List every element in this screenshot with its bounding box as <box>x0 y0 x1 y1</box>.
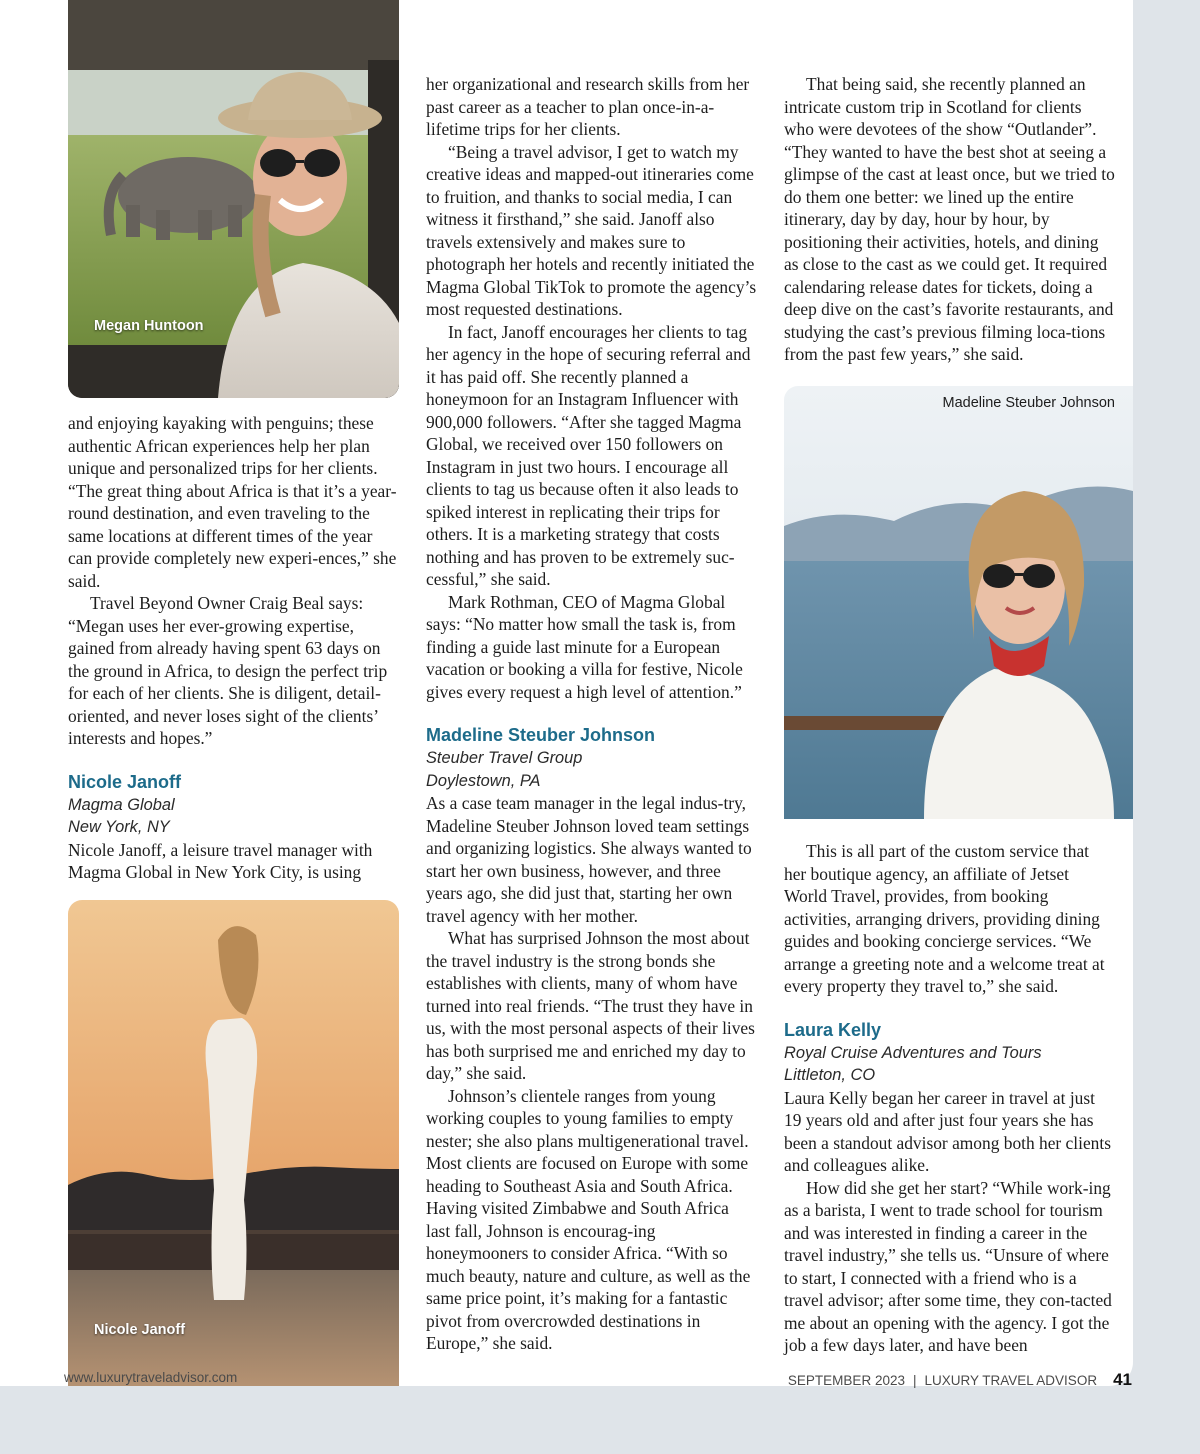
body-paragraph: and enjoying kayaking with penguins; these authentic African experiences help her plan unique and personalized trips for her clients. “The great thing about Africa is that it’s a year-round destination, and even traveling to the same locations at different times of the year can provide completely new experi-ences,” she said. <box>68 413 397 591</box>
photo-nicole-janoff <box>68 900 399 1386</box>
body-paragraph: How did she get her start? “While work-ing as a barista, I went to trade school for tourism and was interested in finding a career in the travel industry,” she tells us. “Unsure of where to start, I connected with a friend who is a travel advisor; after some time, they con-tacted me about an opening with the agency. I got the job a few days later, and have been <box>784 1177 1112 1355</box>
body-paragraph: What has surprised Johnson the most about the travel industry is the strong bonds she establishes with clients, many of whom have turned into real friends. “The trust they have in us, with the most personal aspects of their lives has both surprised me and enriched my day to day,” she said. <box>426 928 755 1083</box>
body-paragraph: This is all part of the custom service that her boutique agency, an affiliate of Jetset World Travel, provides, from booking activities, arranging drivers, providing dining guides and booking concierge services. “We arrange a greeting note and a welcome treat at every property they travel to,” she said. <box>784 841 1105 996</box>
sunset-photo-illustration <box>68 900 399 1386</box>
body-paragraph: Nicole Janoff, a leisure travel manager with Magma Global in New York City, is using <box>68 839 373 882</box>
footer-folio <box>788 1370 1132 1390</box>
safari-photo-illustration <box>68 0 399 398</box>
photo-megan-huntoon <box>68 0 399 398</box>
advisor-name: Nicole Janoff <box>68 771 182 792</box>
photo-caption: Nicole Janoff <box>94 1322 186 1338</box>
advisor-location: Littleton, CO <box>784 1066 876 1084</box>
body-paragraph: In fact, Janoff encourages her clients to tag her agency in the hope of securing referral and it has paid off. She recently planned a honeymoon for an Instagram Influencer with 900,000 followers. “After she tagged Magma Global, we received over 150 followers on Instagram in just two hours. I encourage all clients to tag us because often it also leads to spiked interest in replicating their trips for others. It is a marketing strategy that costs nothing and has proven to be extremely suc-cessful,” she said. <box>426 321 751 589</box>
body-paragraph: Laura Kelly began her career in travel at just 19 years old and after just four years she has been a standout advisor among both her clients and colleagues alike. <box>784 1087 1111 1175</box>
page-number: 41 <box>1113 1370 1132 1389</box>
body-paragraph: As a case team manager in the legal indus-try, Madeline Steuber Johnson loved team settings and organizing logistics. She always wanted to start her own business, however, and three years ago, she did just that, starting her own travel agency with her mother. <box>426 793 752 926</box>
advisor-location: New York, NY <box>68 818 170 836</box>
advisor-location: Doylestown, PA <box>426 771 541 790</box>
body-paragraph: “Being a travel advisor, I get to watch my creative ideas and mapped-out itineraries come to fruition, and thanks to social media, I can witness it firsthand,” she said. Janoff also travels extensively and makes sure to photograph her hotels and recently initiated the Magma Global TikTok to promote the agency’s most requested destinations. <box>426 141 757 319</box>
column-2 <box>426 73 757 1355</box>
photo-caption: Megan Huntoon <box>94 318 204 334</box>
lake-photo-illustration <box>784 386 1133 819</box>
footer-url[interactable]: www.luxurytraveladvisor.com <box>64 1370 238 1385</box>
folio-separator: | <box>912 1373 917 1388</box>
body-paragraph: her organizational and research skills from her past career as a teacher to plan once-in-a-lifetime trips for her clients. <box>426 74 750 139</box>
advisor-name: Madeline Steuber Johnson <box>426 725 656 745</box>
body-paragraph: Johnson’s clientele ranges from young working couples to young families to empty nester; she also plans multigenerational travel. Most clients are focused on Europe with some heading to Southeast Asia and South Africa. Having visited Zimbabwe and South Africa last fall, Johnson is encourag-ing honeymooners to consider Africa. “With so much beauty, nature and culture, as well as the same price point, it’s making for a fantastic pivot from overcrowded destinations in Europe,” she said. <box>426 1085 751 1353</box>
photo-caption: Madeline Steuber Johnson <box>942 395 1115 411</box>
advisor-name: Laura Kelly <box>784 1019 882 1040</box>
body-paragraph: Travel Beyond Owner Craig Beal says: “Megan uses her ever-growing expertise, gained from already having spent 63 days on the ground in Africa, to design the perfect trip for each of her clients. She is diligent, detail-oriented, and never loses sight of the clients’ interests and hopes.” <box>68 593 388 748</box>
advisor-company: Royal Cruise Adventures and Tours <box>784 1043 1042 1062</box>
column-1 <box>68 412 399 884</box>
body-paragraph: That being said, she recently planned an intricate custom trip in Scotland for clients who were devotees of the show “Outlander”. “They wanted to have the best shot at seeing a glimpse of the cast at least once, but we tried to do them one better: we lined up the entire itinerary, day by day, hour by hour, by positioning their activities, hotels, and dining as close to the cast as we could get. It required calendaring release dates for tickets, doing a deep dive on the cast’s favorite restaurants, and studying the cast’s previous filming loca-tions from the past few years,” she said. <box>784 74 1115 364</box>
photo-madeline-steuber-johnson <box>784 386 1133 819</box>
magazine-name: LUXURY TRAVEL ADVISOR <box>924 1373 1098 1388</box>
advisor-company: Steuber Travel Group <box>426 749 583 767</box>
advisor-company: Magma Global <box>68 795 175 814</box>
column-3-top <box>784 73 1115 366</box>
issue-date: SEPTEMBER 2023 <box>787 1373 905 1388</box>
body-paragraph: Mark Rothman, CEO of Magma Global says: “No matter how small the task is, from finding a guide last minute for a European vacation or booking a villa for festive, Nicole gives every request a high level of attention.” <box>426 591 743 702</box>
column-3-bottom <box>784 840 1115 1357</box>
